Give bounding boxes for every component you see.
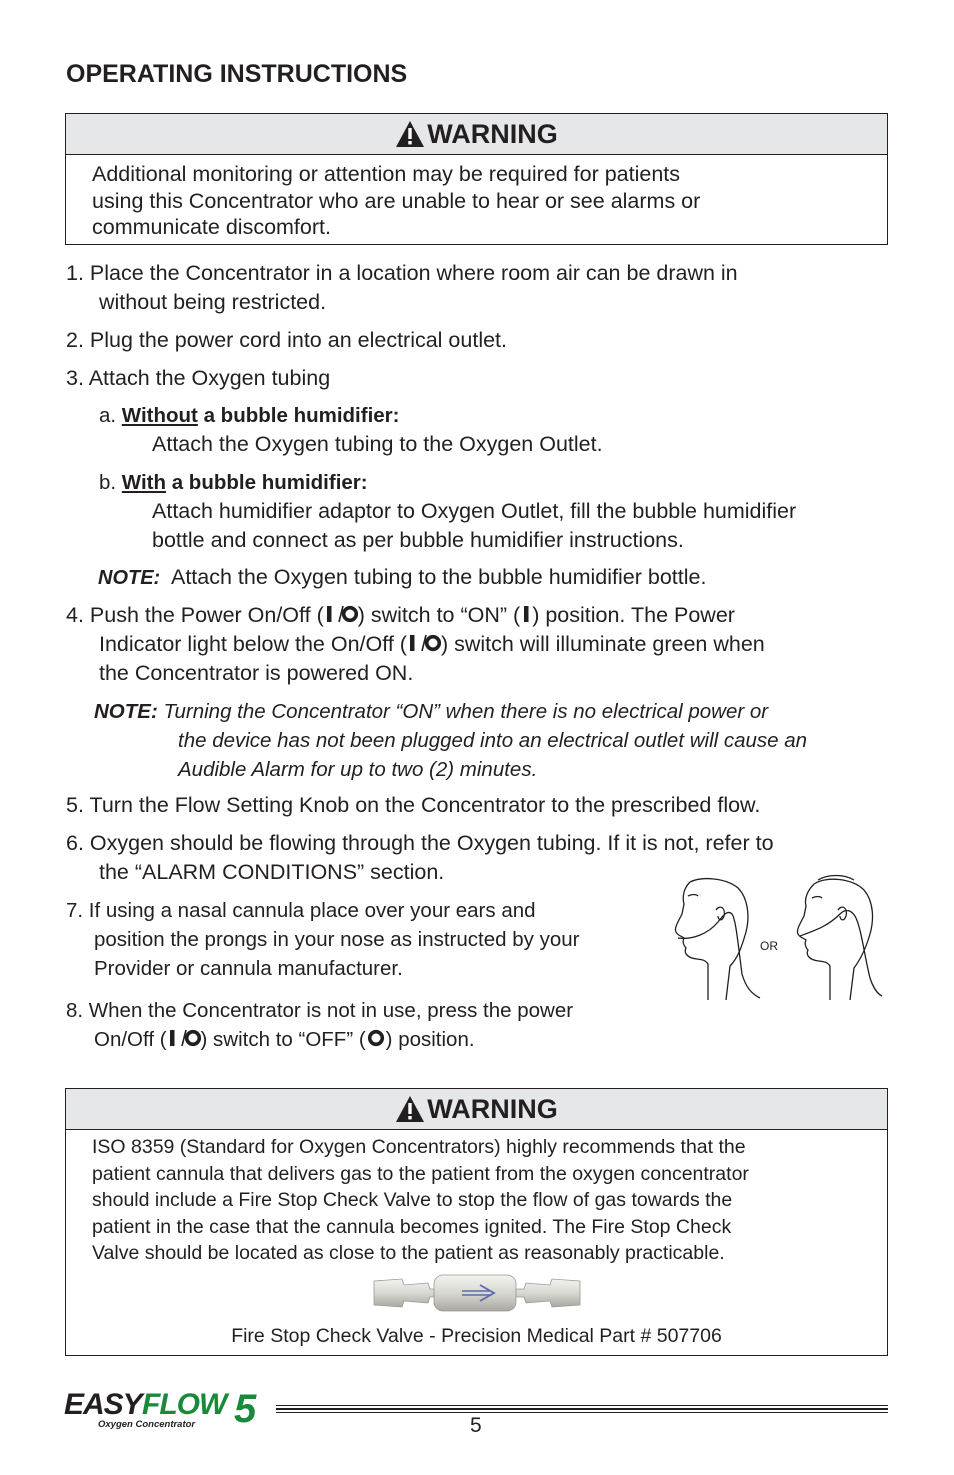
step-3b-prefix: b. [99,471,122,494]
power-on-off-icon [324,603,358,632]
step-8-cont [94,1025,475,1056]
step-3a-bold: a bubble humidifier: [197,404,400,427]
step-4-text: ) switch will illuminate green when [440,632,765,656]
brand-logo [64,1384,270,1434]
note-text: Attach the Oxygen tubing to the bubble humidifier bottle. [170,565,707,589]
page-number: 5 [470,1414,482,1437]
note-1 [98,563,706,593]
step-6-cont: the “ALARM CONDITIONS” section. [99,860,445,884]
warning-line: using this Concentrator who are unable to hear or see alarms or [92,188,701,213]
nasal-cannula-illustration [668,874,884,1002]
footer-rule [276,1408,888,1410]
warning-triangle-icon [395,1095,425,1123]
step-4-text: ) position. The Power [532,603,735,627]
note-label: NOTE: [94,700,158,723]
step-1: 1. Place the Concentrator in a location where room air can be drawn in [66,261,738,285]
step-3b-bold: a bubble humidifier: [166,471,368,494]
step-7: 7. If using a nasal cannula place over your ears and [66,899,536,922]
check-valve-icon [372,1271,582,1315]
power-off-icon [366,1027,386,1056]
power-on-icon [520,603,532,632]
step-3b-heading [99,468,368,497]
logo-tagline: Oxygen Concentrator [98,1419,196,1430]
step-8-text: ) position. [385,1028,475,1051]
warning-header [66,114,887,155]
easyflow-logo [64,1384,270,1434]
note-2-cont: the device has not been plugged into an electrical outlet will cause an [178,729,808,752]
step-8: 8. When the Concentrator is not in use, press the power [66,999,574,1022]
warning-text [66,155,887,245]
step-7-cont: Provider or cannula manufacturer. [94,957,403,980]
step-4 [66,601,735,632]
step-8-text: ) switch to “OFF” ( [200,1028,366,1051]
step-2: 2. Plug the power cord into an electrical outlet. [66,328,508,352]
step-3: 3. Attach the Oxygen tubing [66,366,331,390]
warning-line: Valve should be located as close to the patient as reasonably practicable. [92,1242,725,1264]
step-3b-underline: With [121,471,167,494]
note-label: NOTE: [98,567,161,589]
step-8-text: On/Off ( [94,1028,167,1051]
warning-header [66,1089,887,1130]
power-on-off-icon [407,632,441,661]
step-6: 6. Oxygen should be flowing through the Oxygen tubing. If it is not, refer to [66,831,774,855]
step-3a-heading [99,401,399,430]
step-1-cont: without being restricted. [99,290,327,314]
note-2-cont: Audible Alarm for up to two (2) minutes. [178,758,538,781]
step-4-text: 4. Push the Power On/Off ( [66,603,324,627]
step-5: 5. Turn the Flow Setting Knob on the Concentrator to the prescribed flow. [66,793,761,817]
valve-caption: Fire Stop Check Valve - Precision Medical Part # 507706 [231,1324,722,1347]
footer-rule [276,1405,888,1406]
nasal-cannula-icon [668,874,884,1002]
step-4-cont [99,630,765,661]
warning-triangle-icon [395,120,425,148]
warning-line: communicate discomfort. [92,215,331,239]
step-3b-text: Attach humidifier adaptor to Oxygen Outlet, fill the bubble humidifier [152,499,797,523]
warning-heading: WARNING [427,1093,558,1124]
warning-heading: WARNING [427,118,558,149]
check-valve-image [66,1267,887,1319]
warning-box [65,113,888,245]
logo-text-flow: FLOW [142,1388,227,1421]
page-title: OPERATING INSTRUCTIONS [66,60,408,88]
logo-number: 5 [234,1387,257,1431]
warning-line: should include a Fire Stop Check Valve to stop the flow of gas towards the [92,1189,733,1211]
step-3a-underline: Without [121,404,198,427]
power-on-off-icon [167,1027,201,1056]
note-text: Turning the Concentrator “ON” when there is no electrical power or [163,700,769,723]
warning-text [66,1130,887,1267]
warning-line: patient cannula that delivers gas to the patient from the oxygen concentrator [92,1162,749,1185]
warning-line: patient in the case that the cannula becomes ignited. The Fire Stop Check [92,1215,732,1238]
warning-line: ISO 8359 (Standard for Oxygen Concentrators) highly recommends that the [92,1136,746,1158]
warning-box [65,1088,888,1356]
step-4-cont: the Concentrator is powered ON. [99,661,414,685]
logo-text-easy: EASY [64,1388,142,1421]
step-7-cont: position the prongs in your nose as instructed by your [94,928,580,951]
step-3a-prefix: a. [99,404,122,427]
step-3b-text-cont: bottle and connect as per bubble humidifier instructions. [152,528,684,552]
warning-line: Additional monitoring or attention may be required for patients [92,162,681,186]
note-2 [94,697,768,726]
or-label: OR [760,939,778,953]
footer-rule [276,1412,888,1413]
step-4-text: ) switch to “ON” ( [357,603,521,627]
step-3a-text: Attach the Oxygen tubing to the Oxygen Outlet. [152,432,603,456]
step-4-text: Indicator light below the On/Off ( [99,632,407,656]
